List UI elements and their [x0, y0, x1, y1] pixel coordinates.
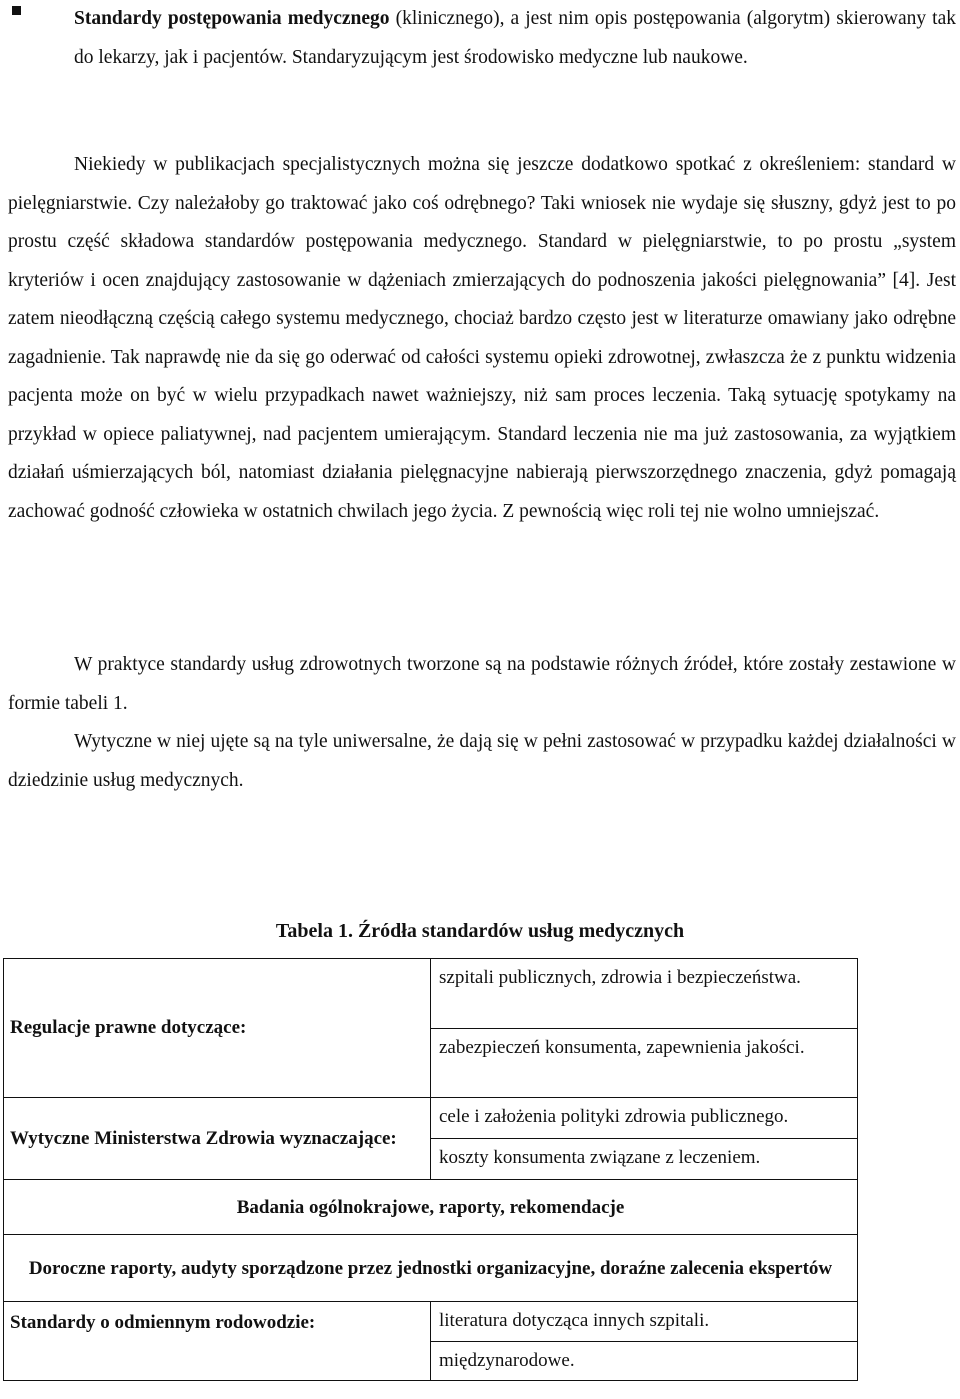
- table-cell-value: literatura dotycząca innych szpitali.: [431, 1302, 858, 1342]
- table-cell-value: cele i założenia polityki zdrowia publicznego.: [431, 1098, 858, 1139]
- table-cell-value: zabezpieczeń konsumenta, zapewnienia jakości.: [431, 1028, 858, 1098]
- table-row: [4, 1235, 858, 1302]
- table-row: [4, 959, 858, 1029]
- table-cell-full: Badania ogólnokrajowe, raporty, rekomendacje: [4, 1180, 858, 1235]
- bullet-item: [8, 0, 956, 77]
- bullet-body: (klinicznego), a jest nim opis postępowania (algorytm) skierowany tak do lekarzy, jak i pacjentów. Standaryzującym jest środowisko medyczne lub naukowe.: [74, 8, 957, 68]
- table-title: Tabela 1. Źródła standardów usług medycznych: [275, 920, 685, 942]
- square-bullet-icon: [12, 6, 21, 15]
- table-row: [4, 1180, 858, 1235]
- table-cell-full: Doroczne raporty, audyty sporządzone przez jednostki organizacyjne, doraźne zalecenia ekspertów: [4, 1235, 858, 1302]
- table-row: [4, 1302, 858, 1342]
- paragraph-guidelines: Wytyczne w niej ujęte są na tyle uniwersalne, że dają się w pełni zastosować w przypadku każdej działalności w dziedzinie usług medycznych.: [8, 731, 956, 791]
- table-cell-label: Wytyczne Ministerstwa Zdrowia wyznaczające:: [4, 1098, 431, 1180]
- table-cell-value: koszty konsumenta związane z leczeniem.: [431, 1139, 858, 1180]
- table-cell-value: szpitali publicznych, zdrowia i bezpieczeństwa.: [431, 959, 858, 1029]
- paragraph-practice: W praktyce standardy usług zdrowotnych tworzone są na podstawie różnych źródeł, które zostały zestawione w formie tabeli 1.: [8, 654, 956, 714]
- table-cell-value: międzynarodowe.: [431, 1341, 858, 1381]
- sources-table: [3, 958, 858, 1381]
- table-cell-label: Regulacje prawne dotyczące:: [4, 959, 431, 1098]
- bullet-text: [74, 0, 956, 77]
- table-row: [4, 1098, 858, 1139]
- paragraph-standards: Niekiedy w publikacjach specjalistycznych można się jeszcze dodatkowo spotkać z określeniem: standard w pielęgniarstwie. Czy należałoby go traktować jako coś odrębnego? Taki wniosek nie wydaje się słuszny, gdyż jest to po prostu część składowa standardów postępowania medycznego. Standard w pielęgniarstwie, to po prostu „system kryteriów i ocen znajdujący zastosowanie w dążeniach zmierzających do podnoszenia jakości pielęgnowania” [4]. Jest zatem nieodłączną częścią całego systemu medycznego, chociaż bardzo często jest w literaturze omawiany jako odrębne zagadnienie. Tak naprawdę nie da się go oderwać od całości systemu opieki zdrowotnej, zwłaszcza że z punktu widzenia pacjenta może on być w wielu przypadkach nawet ważniejszy, niż sam proces leczenia. Taką sytuację spotykamy na przykład w opiece paliatywnej, nad pacjentem umierającym. Standard leczenia nie ma już zastosowania, za wyjątkiem działań uśmierzających ból, natomiast działania pielęgnacyjne nabierają pierwszorzędnego znaczenia, gdyż pomagają zachować godność człowieka w ostatnich chwilach jego życia. Z pewnością więc roli tej nie wolno umniejszać.: [8, 154, 956, 522]
- bullet-bold-lead: Standardy postępowania medycznego: [74, 8, 390, 29]
- table-cell-label: Standardy o odmiennym rodowodzie:: [4, 1302, 431, 1381]
